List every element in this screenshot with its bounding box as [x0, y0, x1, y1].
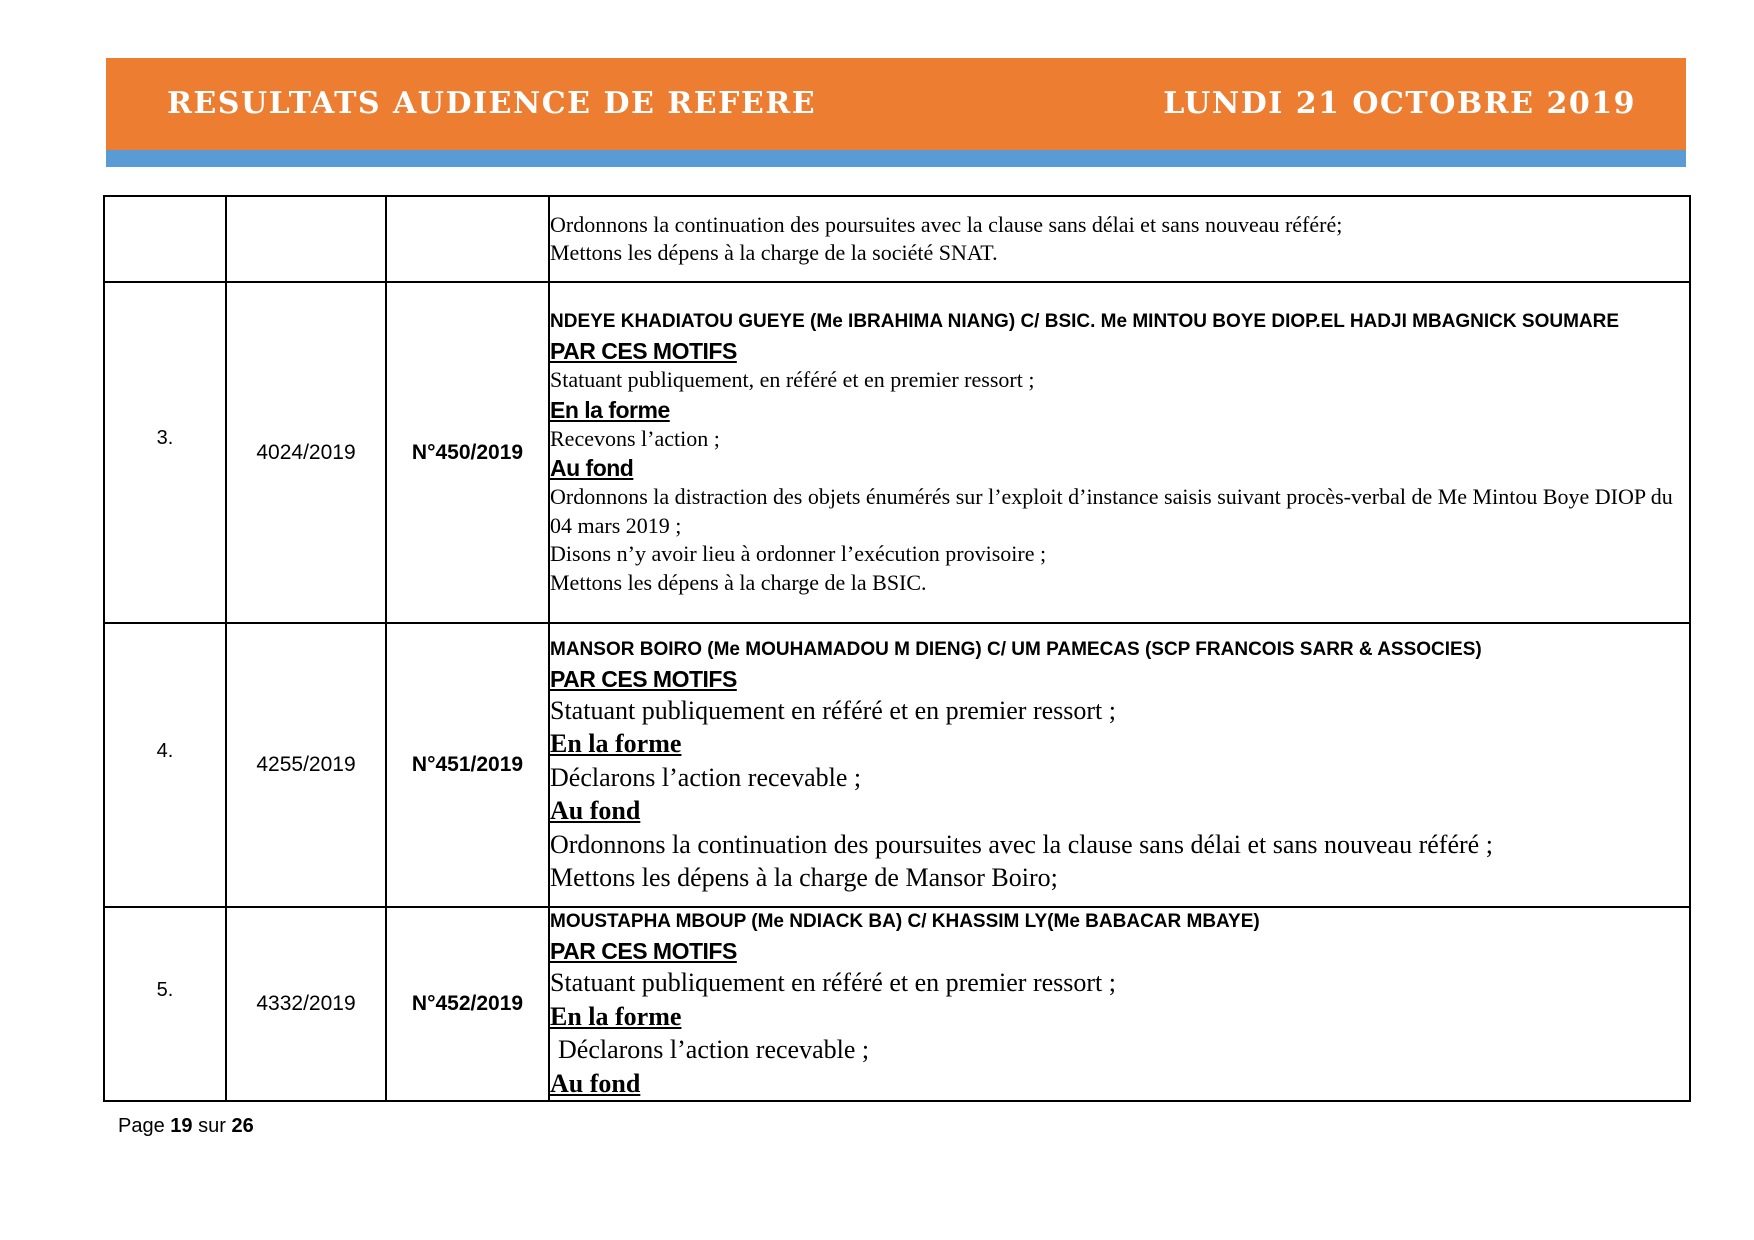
parties: MOUSTAPHA MBOUP (Me NDIACK BA) C/ KHASSIM LY(Me BABACAR MBAYE) — [550, 911, 1260, 932]
motifs-heading: PAR CES MOTIFS — [550, 938, 737, 964]
page-title: RESULTATS AUDIENCE DE REFERE — [167, 86, 817, 121]
ordonnance-number: N°450/2019 — [386, 282, 549, 623]
hearing-date: LUNDI 21 OCTOBRE 2019 — [1163, 86, 1636, 121]
case-number: 5. — [104, 907, 226, 1101]
fond-heading: Au fond — [550, 796, 641, 825]
rg-number: 4332/2019 — [226, 907, 386, 1101]
forme-heading: En la forme — [550, 396, 670, 423]
ordonnance-number: N°451/2019 — [386, 623, 549, 907]
parties: MANSOR BOIRO (Me MOUHAMADOU M DIENG) C/ UM PAMECAS (SCP FRANCOIS SARR & ASSOCIES) — [550, 638, 1482, 660]
header-stripe — [106, 150, 1686, 167]
rg-number — [226, 196, 386, 282]
decision-line: Mettons les dépens à la charge de la société SNAT. — [550, 240, 998, 265]
decision-line: Ordonnons la continuation des poursuites avec la clause sans délai et sans nouveau référé; — [550, 211, 1343, 237]
fond-heading: Au fond — [550, 1068, 641, 1098]
decision-text — [549, 282, 1690, 623]
fond-line: Mettons les dépens à la charge de la BSIC. — [550, 569, 927, 595]
motifs-heading: PAR CES MOTIFS — [550, 338, 737, 364]
table-row — [104, 282, 1690, 623]
parties: NDEYE KHADIATOU GUEYE (Me IBRAHIMA NIANG) C/ BSIC. Me MINTOU BOYE DIOP.EL HADJI MBAGNICK SOUMARE — [550, 311, 1620, 332]
decision-text — [549, 196, 1690, 282]
forme-line: Recevons l’action ; — [550, 425, 720, 451]
case-number: 3. — [104, 282, 226, 623]
page-total: 26 — [231, 1115, 254, 1137]
ordonnance-number — [386, 196, 549, 282]
statuant-line: Statuant publiquement en référé et en premier ressort ; — [550, 968, 1117, 997]
fond-heading: Au fond — [550, 455, 634, 481]
table-row — [104, 196, 1690, 282]
forme-heading: En la forme — [550, 1001, 682, 1031]
statuant-line: Statuant publiquement, en référé et en premier ressort ; — [550, 367, 1035, 392]
forme-heading: En la forme — [550, 729, 682, 758]
rg-number: 4024/2019 — [226, 282, 386, 623]
forme-line: Déclarons l’action recevable ; — [558, 1035, 870, 1064]
ordonnance-number: N°452/2019 — [386, 907, 549, 1101]
fond-line: Ordonnons la continuation des poursuites avec la clause sans délai et sans nouveau référé ; — [550, 829, 1493, 859]
fond-line: Mettons les dépens à la charge de Mansor Boiro; — [550, 863, 1058, 892]
page-label: Page — [118, 1115, 165, 1137]
statuant-line: Statuant publiquement en référé et en premier ressort ; — [550, 695, 1117, 725]
page-separator: sur — [198, 1115, 226, 1137]
table-row — [104, 623, 1690, 907]
case-number: 4. — [104, 623, 226, 907]
results-table — [103, 195, 1691, 1102]
case-number — [104, 196, 226, 282]
motifs-heading: PAR CES MOTIFS — [550, 665, 737, 692]
forme-line: Déclarons l’action recevable ; — [550, 762, 862, 792]
page-footer — [118, 1115, 254, 1138]
fond-line: Ordonnons la distraction des objets énumérés sur l’exploit d’instance saisis suivant procès-verbal de Me Mintou Boye DIOP du 04 mars 2019 ; — [550, 484, 1673, 538]
rg-number: 4255/2019 — [226, 623, 386, 907]
table-row — [104, 907, 1690, 1101]
decision-text — [549, 623, 1690, 907]
fond-line: Disons n’y avoir lieu à ordonner l’exécution provisoire ; — [550, 541, 1047, 566]
decision-text — [549, 907, 1690, 1101]
page-current: 19 — [170, 1115, 193, 1137]
